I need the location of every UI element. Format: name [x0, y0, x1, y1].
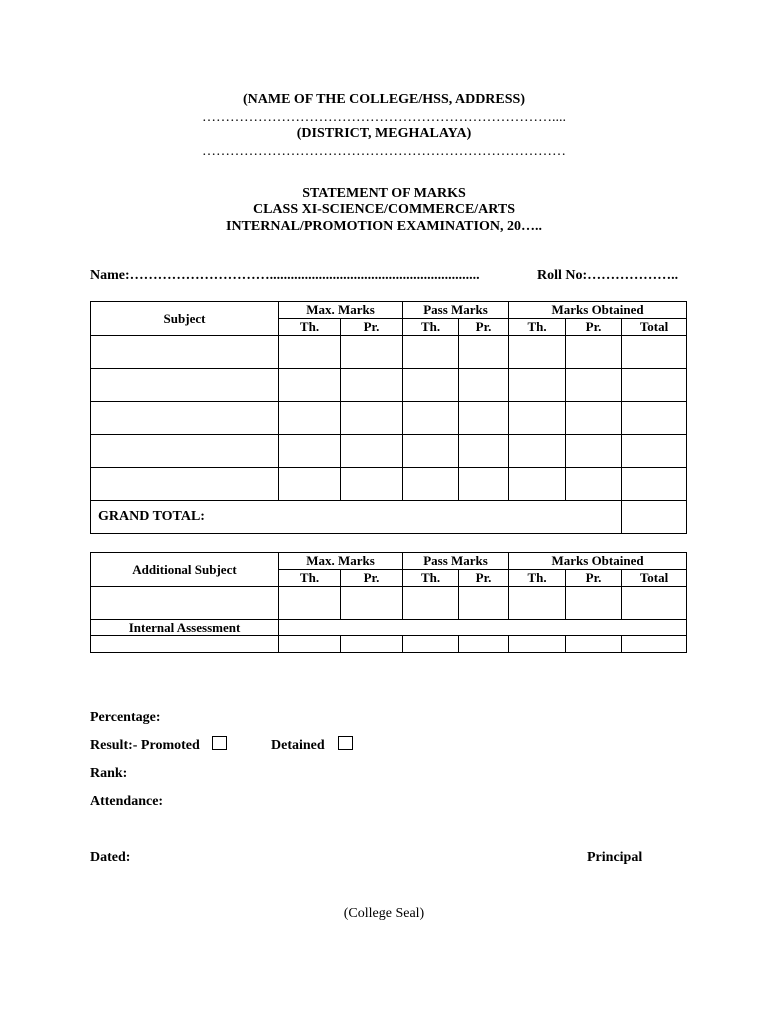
marks-obtained-header: Marks Obtained — [509, 553, 687, 570]
sub-header-pr: Pr. — [341, 319, 403, 336]
subject-cell[interactable] — [91, 402, 279, 435]
marks-cell[interactable] — [403, 336, 459, 369]
marks-cell[interactable] — [341, 336, 403, 369]
pass-marks-header: Pass Marks — [403, 302, 509, 319]
sub-header-pr: Pr. — [341, 570, 403, 587]
marks-obtained-header: Marks Obtained — [509, 302, 687, 319]
principal-label: Principal — [587, 850, 643, 865]
district-line: (DISTRICT, MEGHALAYA) — [296, 126, 472, 141]
marks-cell[interactable] — [622, 435, 687, 468]
sub-header-th: Th. — [279, 570, 341, 587]
marks-cell[interactable] — [341, 369, 403, 402]
percentage-label: Percentage: — [90, 710, 161, 725]
dated-label: Dated: — [90, 850, 131, 865]
marks-cell[interactable] — [566, 468, 622, 501]
marks-cell[interactable] — [509, 468, 566, 501]
ia-cell[interactable] — [509, 636, 566, 653]
additional-subject-table — [90, 552, 687, 653]
grand-total-label: GRAND TOTAL: — [91, 501, 622, 534]
internal-assessment-span — [279, 620, 687, 636]
sub-header-th: Th. — [509, 570, 566, 587]
table-row — [91, 468, 687, 501]
college-address-dots: ………………………………………………………………….... — [202, 110, 566, 125]
sub-header-th: Th. — [403, 570, 459, 587]
district-dots: …………………………………………………………………… — [202, 144, 566, 159]
sub-header-pr: Pr. — [459, 319, 509, 336]
college-seal-label: (College Seal) — [343, 906, 425, 921]
marks-cell[interactable] — [459, 435, 509, 468]
sub-header-total: Total — [622, 319, 687, 336]
marks-cell[interactable] — [459, 402, 509, 435]
marks-cell[interactable] — [459, 468, 509, 501]
marks-cell[interactable] — [622, 402, 687, 435]
marks-cell[interactable] — [566, 336, 622, 369]
subject-cell[interactable] — [91, 435, 279, 468]
marks-cell[interactable] — [509, 587, 566, 620]
table-row — [91, 587, 687, 620]
marks-cell[interactable] — [403, 587, 459, 620]
marks-cell[interactable] — [341, 402, 403, 435]
marks-cell[interactable] — [341, 587, 403, 620]
subject-cell[interactable] — [91, 369, 279, 402]
ia-cell[interactable] — [566, 636, 622, 653]
marks-cell[interactable] — [622, 369, 687, 402]
subject-cell[interactable] — [91, 587, 279, 620]
promoted-checkbox[interactable] — [212, 736, 227, 750]
grand-total-value[interactable] — [622, 501, 687, 534]
marks-cell[interactable] — [279, 435, 341, 468]
internal-assessment-header-row — [91, 620, 687, 636]
internal-assessment-label: Internal Assessment — [91, 620, 279, 636]
sub-header-th: Th. — [509, 319, 566, 336]
table-row — [91, 402, 687, 435]
marks-cell[interactable] — [566, 402, 622, 435]
ia-cell[interactable] — [279, 636, 341, 653]
marks-cell[interactable] — [509, 435, 566, 468]
marks-cell[interactable] — [622, 468, 687, 501]
marks-cell[interactable] — [566, 369, 622, 402]
marks-cell[interactable] — [279, 336, 341, 369]
sub-header-total: Total — [622, 570, 687, 587]
subject-cell[interactable] — [91, 336, 279, 369]
sub-header-pr: Pr. — [566, 570, 622, 587]
sub-header-th: Th. — [403, 319, 459, 336]
marks-cell[interactable] — [509, 336, 566, 369]
marks-cell[interactable] — [403, 369, 459, 402]
ia-cell[interactable] — [91, 636, 279, 653]
marks-cell[interactable] — [509, 402, 566, 435]
marks-cell[interactable] — [279, 468, 341, 501]
class-line: CLASS XI-SCIENCE/COMMERCE/ARTS — [252, 202, 516, 217]
marks-cell[interactable] — [509, 369, 566, 402]
marks-cell[interactable] — [341, 435, 403, 468]
subject-header: Subject — [91, 302, 279, 336]
marks-cell[interactable] — [622, 587, 687, 620]
marks-cell[interactable] — [459, 369, 509, 402]
college-name-line: (NAME OF THE COLLEGE/HSS, ADDRESS) — [242, 92, 525, 107]
marks-cell[interactable] — [403, 468, 459, 501]
max-marks-header: Max. Marks — [279, 553, 403, 570]
result-promoted-label: Result:- Promoted — [90, 738, 200, 753]
detained-label: Detained — [271, 738, 325, 753]
rank-label: Rank: — [90, 766, 128, 781]
exam-line: INTERNAL/PROMOTION EXAMINATION, 20….. — [226, 219, 542, 234]
internal-assessment-row — [91, 636, 687, 653]
table-row — [91, 435, 687, 468]
grand-total-row — [91, 501, 687, 534]
marks-cell[interactable] — [403, 402, 459, 435]
attendance-label: Attendance: — [90, 794, 164, 809]
marks-cell[interactable] — [279, 369, 341, 402]
marks-cell[interactable] — [459, 336, 509, 369]
max-marks-header: Max. Marks — [279, 302, 403, 319]
marks-cell[interactable] — [403, 435, 459, 468]
marks-cell[interactable] — [459, 587, 509, 620]
pass-marks-header: Pass Marks — [403, 553, 509, 570]
roll-no-field[interactable]: Roll No:……………….. — [537, 268, 679, 283]
sub-header-pr: Pr. — [566, 319, 622, 336]
marks-cell[interactable] — [622, 336, 687, 369]
marks-cell[interactable] — [566, 587, 622, 620]
name-field[interactable]: Name:…………………………............................................................ — [90, 268, 480, 283]
marks-cell[interactable] — [279, 587, 341, 620]
table-row — [91, 369, 687, 402]
sub-header-th: Th. — [279, 319, 341, 336]
ia-cell[interactable] — [341, 636, 403, 653]
statement-title: STATEMENT OF MARKS — [302, 186, 466, 201]
ia-cell[interactable] — [403, 636, 459, 653]
ia-cell[interactable] — [622, 636, 687, 653]
marks-cell[interactable] — [341, 468, 403, 501]
sub-header-pr: Pr. — [459, 570, 509, 587]
table-row — [91, 336, 687, 369]
subject-cell[interactable] — [91, 468, 279, 501]
ia-cell[interactable] — [459, 636, 509, 653]
marks-cell[interactable] — [566, 435, 622, 468]
marks-cell[interactable] — [279, 402, 341, 435]
additional-subject-header: Additional Subject — [91, 553, 279, 587]
detained-checkbox[interactable] — [338, 736, 353, 750]
marks-table — [90, 301, 687, 534]
